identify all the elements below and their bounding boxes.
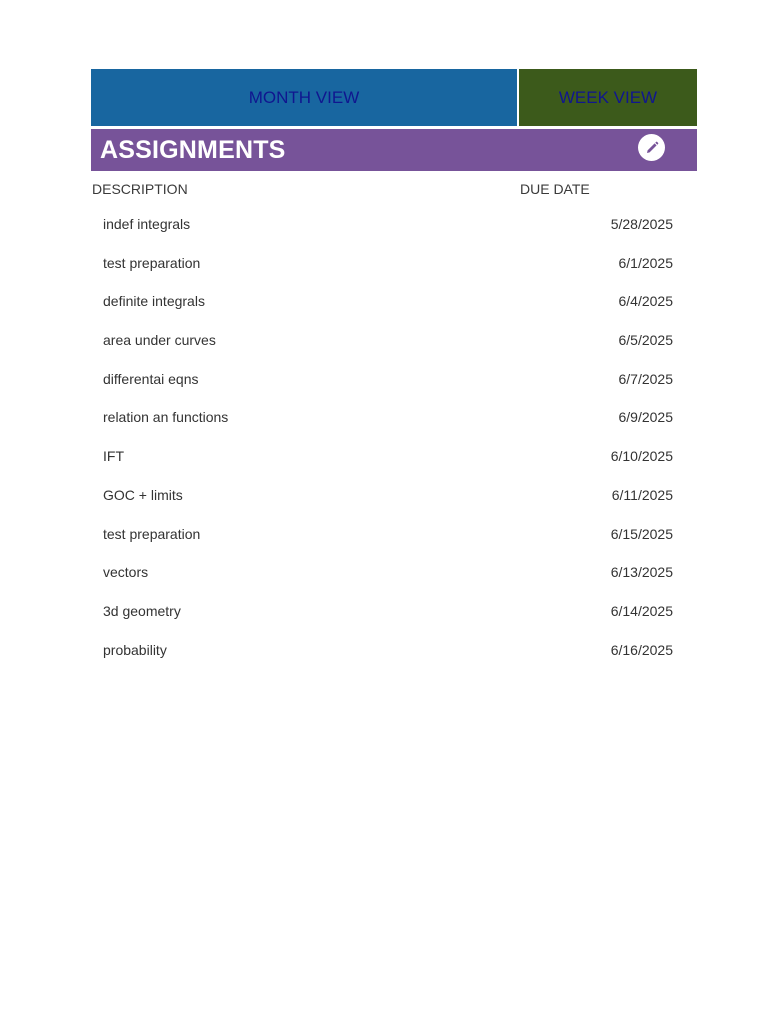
assignments-header (91, 129, 697, 171)
table-row[interactable] (91, 436, 697, 475)
table-row[interactable] (91, 359, 697, 398)
table-row[interactable] (91, 591, 697, 630)
column-header-due-date: DUE DATE (520, 181, 590, 197)
assignment-description: indef integrals (103, 216, 191, 232)
table-row[interactable] (91, 514, 697, 553)
table-row[interactable] (91, 552, 697, 591)
assignment-due-date: 6/14/2025 (610, 602, 673, 619)
column-header-description: DESCRIPTION (92, 181, 188, 197)
assignment-description: definite integrals (103, 293, 205, 310)
column-headers (92, 181, 697, 197)
assignments-list (91, 204, 697, 668)
assignment-description: differentai eqns (103, 370, 199, 387)
assignment-due-date: 6/7/2025 (618, 370, 673, 387)
view-tabs (91, 69, 697, 126)
tab-week-view[interactable]: WEEK VIEW (519, 69, 697, 126)
tab-month-view[interactable]: MONTH VIEW (91, 69, 517, 126)
table-row[interactable] (91, 630, 697, 669)
assignment-description: vectors (103, 564, 149, 581)
assignment-description: relation an functions (103, 409, 229, 426)
table-row[interactable] (91, 320, 697, 359)
assignment-description: 3d geometry (103, 602, 181, 619)
table-row[interactable] (91, 243, 697, 282)
assignment-due-date: 6/10/2025 (610, 448, 673, 465)
page-title: ASSIGNMENTS (100, 135, 286, 164)
assignment-description: IFT (103, 448, 124, 465)
assignment-description: test preparation (103, 254, 201, 271)
table-row[interactable] (91, 397, 697, 436)
table-row[interactable] (91, 475, 697, 514)
assignment-due-date: 6/15/2025 (610, 525, 673, 542)
assignment-due-date: 6/1/2025 (618, 254, 673, 271)
assignment-description: probability (103, 641, 167, 658)
assignment-due-date: 6/5/2025 (618, 332, 673, 349)
assignment-due-date: 6/9/2025 (618, 409, 673, 426)
edit-button[interactable] (638, 134, 665, 161)
assignment-description: area under curves (103, 332, 216, 349)
pencil-icon (645, 141, 659, 155)
assignment-description: test preparation (103, 525, 201, 542)
assignment-due-date: 6/4/2025 (618, 293, 673, 310)
assignment-due-date: 6/13/2025 (610, 564, 673, 581)
table-row[interactable] (91, 204, 697, 243)
assignment-due-date: 6/16/2025 (610, 641, 673, 658)
assignment-description: GOC + limits (103, 486, 183, 503)
table-row[interactable] (91, 281, 697, 320)
assignment-due-date: 5/28/2025 (610, 216, 673, 232)
assignment-due-date: 6/11/2025 (611, 486, 673, 503)
